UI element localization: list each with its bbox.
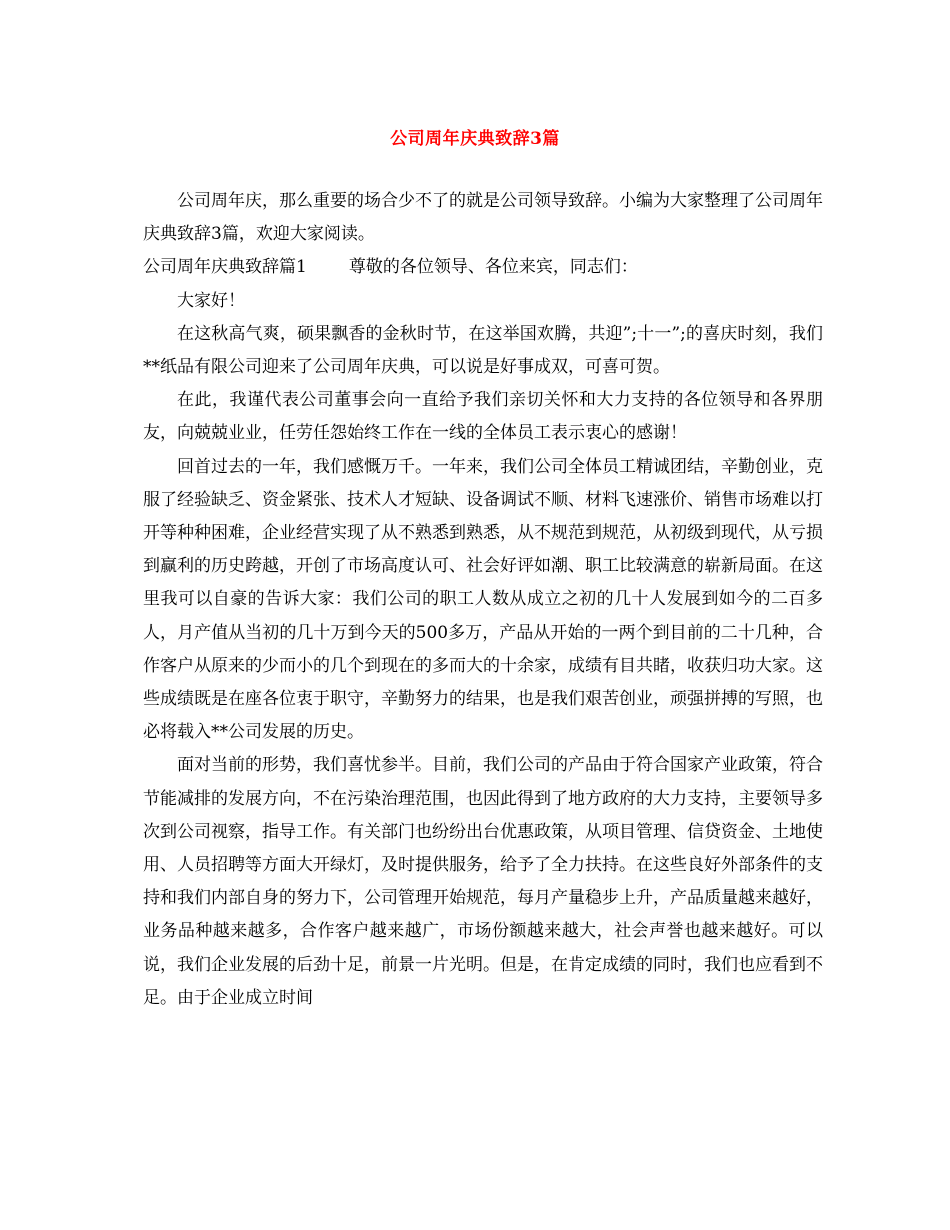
body-paragraph: 在这秋高气爽，硕果飘香的金秋时节，在这举国欢腾，共迎”;十一”;的喜庆时刻，我们**纸品有限公司迎来了公司周年庆典，可以说是好事成双，可喜可贺。 — [143, 323, 823, 378]
document-body — [143, 185, 823, 1015]
section-heading-line — [143, 251, 823, 284]
section-heading: 公司周年庆典致辞篇1 — [143, 257, 307, 278]
body-paragraph: 大家好！ — [177, 290, 245, 311]
salutation: 尊敬的各位领导、各位来宾，同志们： — [348, 257, 638, 278]
body-paragraph: 回首过去的一年，我们感慨万千。一年来，我们公司全体员工精诚团结，辛勤创业，克服了经验缺乏、资金紧张、技术人才短缺、设备调试不顺、材料飞速涨价、销售市场难以打开等种种困难，企业经营实现了从不熟悉到熟悉，从不规范到规范，从初级到现代，从亏损到赢利的历史跨越，开创了市场高度认可、社会好评如潮、职工比较满意的崭新局面。在这里我可以自豪的告诉大家：我们公司的职工人数从成立之初的几十人发展到如今的二百多人，月产值从当初的几十万到今天的500多万，产品从开始的一两个到目前的二十几种，合作客户从原来的少而小的几个到现在的多而大的十余家，成绩有目共睹，收获归功大家。这些成绩既是在座各位衷于职守，辛勤努力的结果，也是我们艰苦创业，顽强拼搏的写照，也必将载入**公司发展的历史。 — [143, 456, 823, 743]
document-title: 公司周年庆典致辞3篇 — [390, 129, 560, 149]
intro-paragraph: 公司周年庆，那么重要的场合少不了的就是公司领导致辞。小编为大家整理了公司周年庆典致辞3篇，欢迎大家阅读。 — [143, 191, 823, 245]
body-paragraph: 面对当前的形势，我们喜忧参半。目前，我们公司的产品由于符合国家产业政策，符合节能减排的发展方向，不在污染治理范围，也因此得到了地方政府的大力支持，主要领导多次到公司视察，指导工作。有关部门也纷纷出台优惠政策，从项目管理、信贷资金、土地使用、人员招聘等方面大开绿灯，及时提供服务，给予了全力扶持。在这些良好外部条件的支持和我们内部自身的努力下，公司管理开始规范，每月产量稳步上升，产品质量越来越好，业务品种越来越多，合作客户越来越广，市场份额越来越大，社会声誉也越来越好。可以说，我们企业发展的后劲十足，前景一片光明。但是，在肯定成绩的同时，我们也应看到不足。由于企业成立时间 — [143, 755, 823, 1008]
body-paragraph: 在此，我谨代表公司董事会向一直给予我们亲切关怀和大力支持的各位领导和各界朋友，向兢兢业业，任劳任怨始终工作在一线的全体员工表示衷心的感谢！ — [143, 390, 823, 444]
